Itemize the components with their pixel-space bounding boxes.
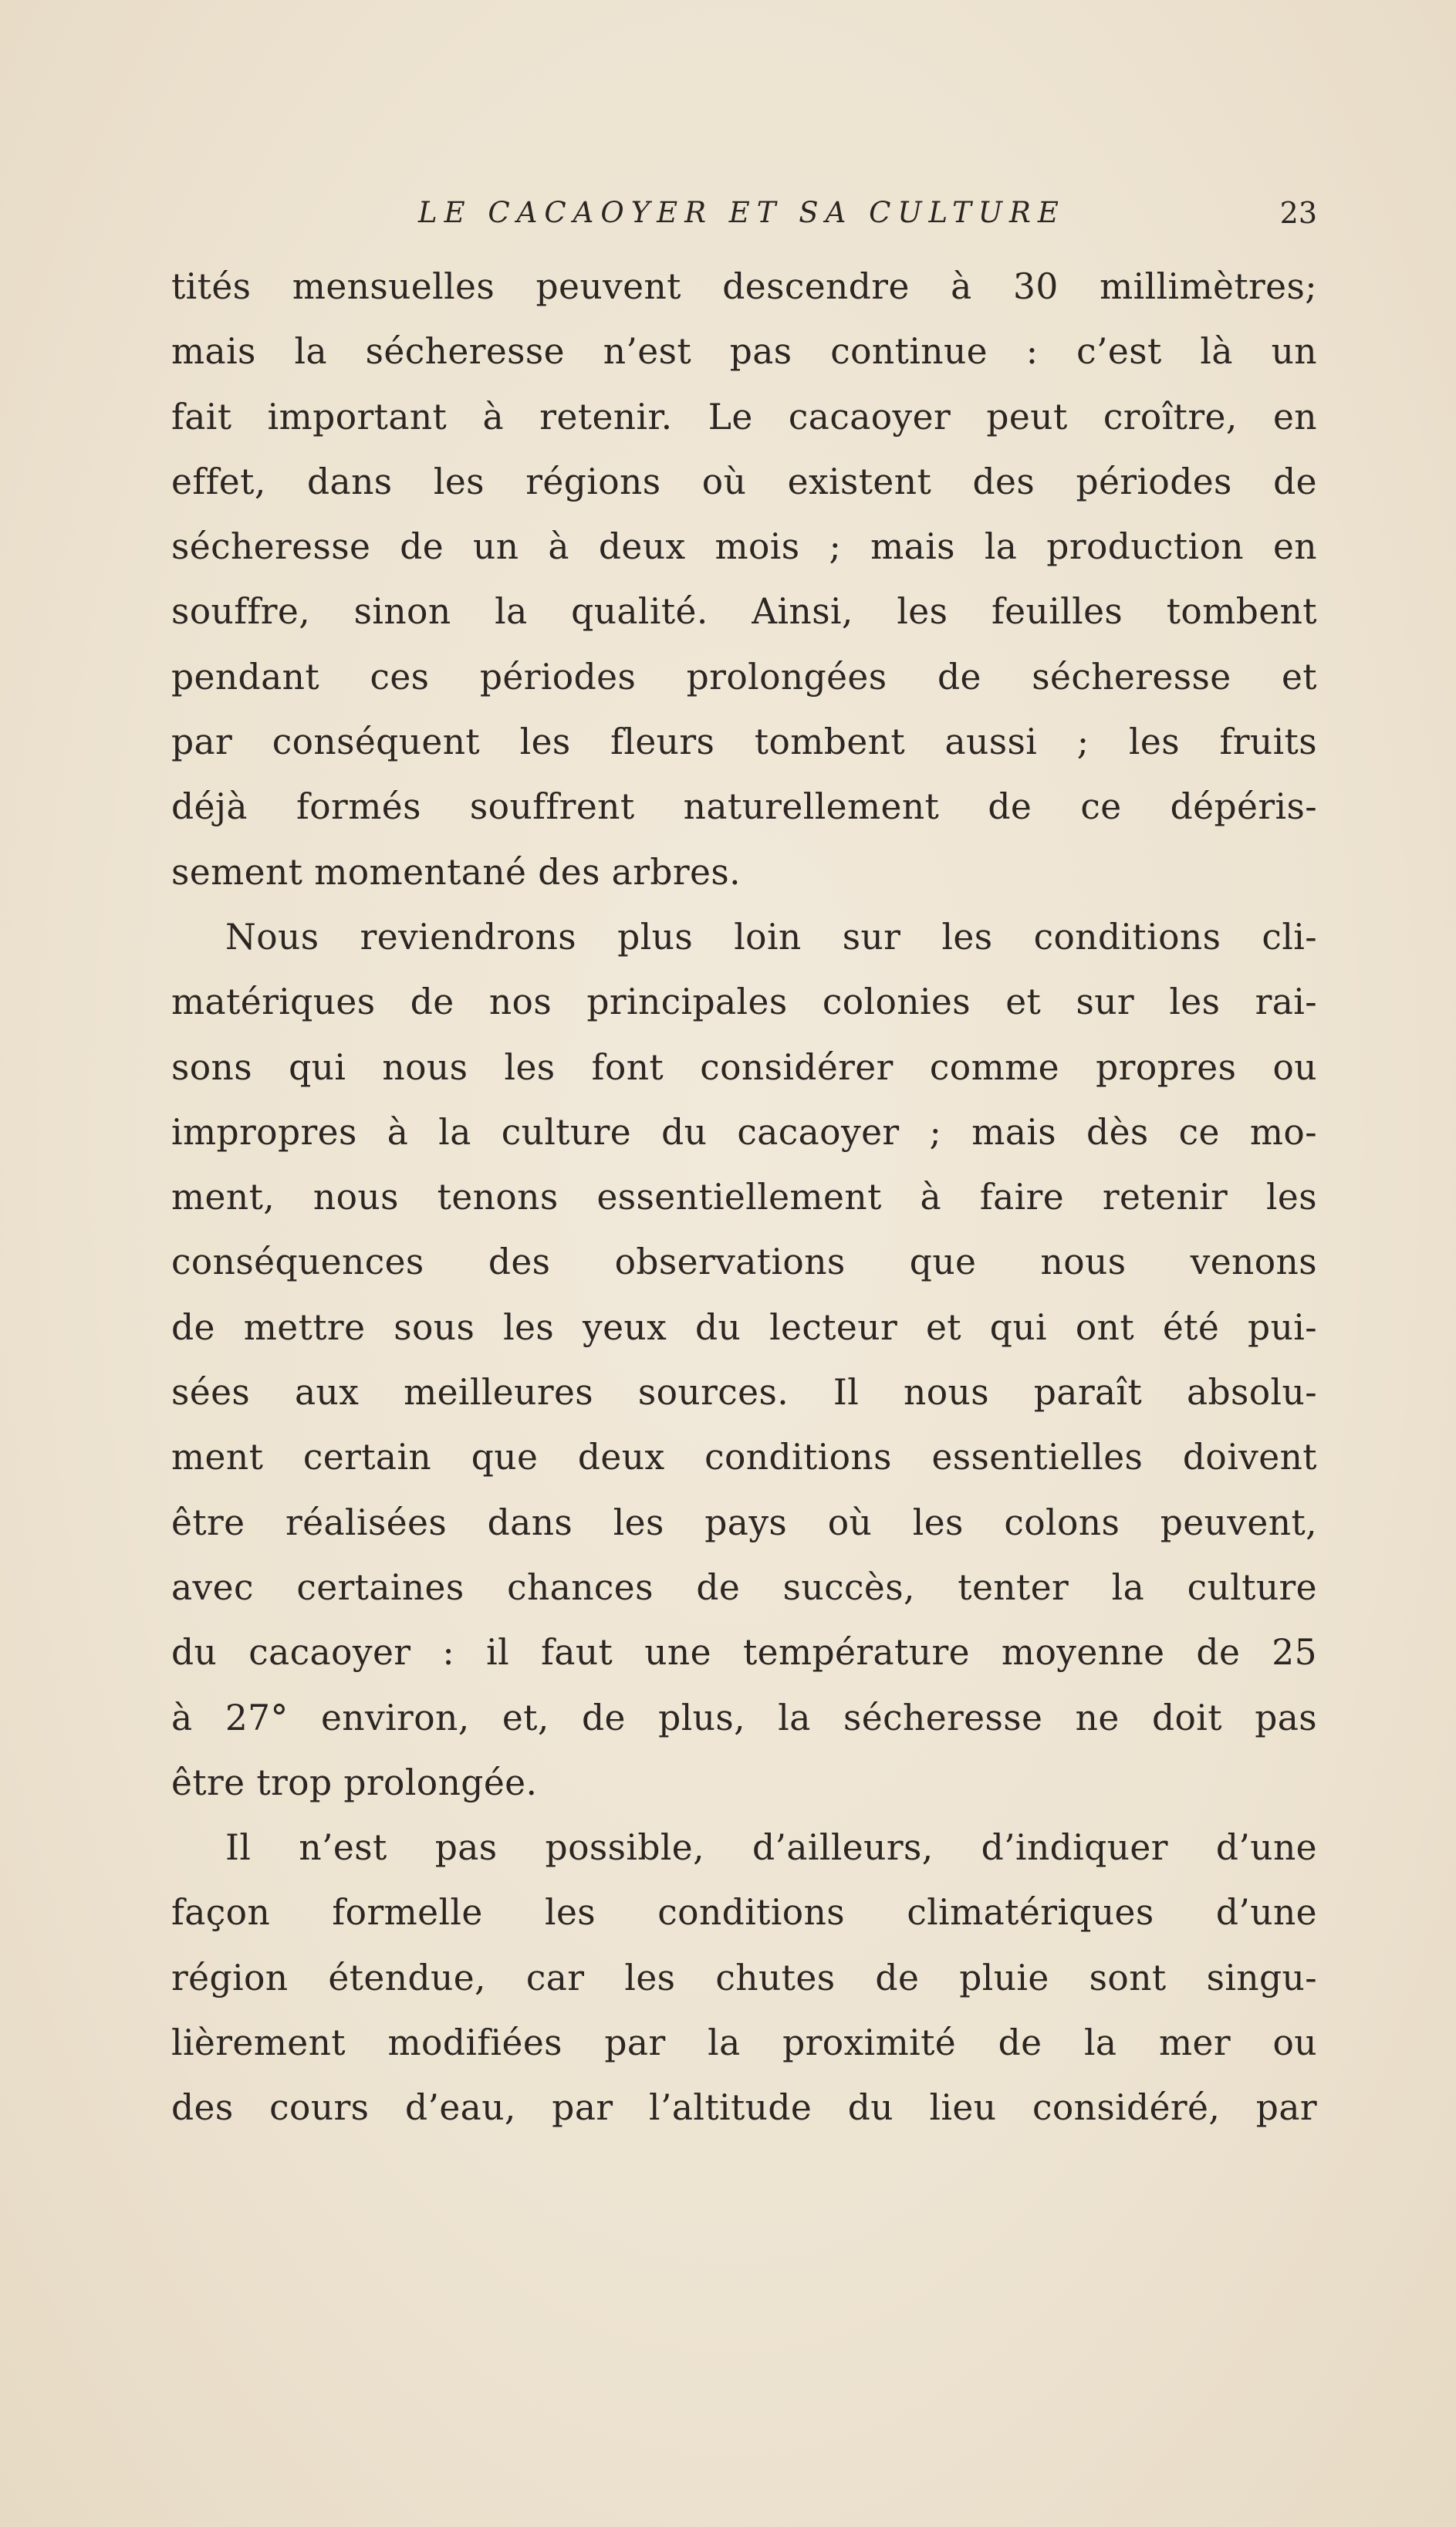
text-line: avec certaines chances de succès, tenter la culture (171, 1566, 1317, 1608)
text-line: sées aux meilleures sources. Il nous paraît absolu- (171, 1372, 1317, 1414)
text-line: souffre, sinon la qualité. Ainsi, les feuilles tombent (171, 591, 1317, 633)
text-line: ment certain que deux conditions essentielles doivent (171, 1437, 1317, 1478)
text-line: ment, nous tenons essentiellement à faire retenir les (171, 1177, 1317, 1218)
text-line: Nous reviendrons plus loin sur les conditions cli- (225, 916, 1317, 958)
running-head (171, 190, 1317, 236)
text-line: Il n’est pas possible, d’ailleurs, d’indiquer d’une (225, 1827, 1317, 1869)
text-line: pendant ces périodes prolongées de sécheresse et (171, 656, 1317, 698)
text-line: tités mensuelles peuvent descendre à 30 millimètres; (171, 266, 1317, 307)
text-line: fait important à retenir. Le cacaoyer peut croître, en (171, 396, 1317, 437)
text-line: des cours d’eau, par l’altitude du lieu considéré, par (171, 2087, 1317, 2129)
text-line: déjà formés souffrent naturellement de ce dépéris- (171, 786, 1317, 828)
text-line: effet, dans les régions où existent des périodes de (171, 461, 1317, 502)
text-line: impropres à la culture du cacaoyer ; mais dès ce mo- (171, 1111, 1317, 1153)
text-line: façon formelle les conditions climatériques d’une (171, 1892, 1317, 1934)
running-title: LE CACAOYER ET SA CULTURE (418, 196, 1066, 229)
text-line: mais la sécheresse n’est pas continue : c’est là un (171, 331, 1317, 373)
text-line: lièrement modifiées par la proximité de la mer ou (171, 2022, 1317, 2064)
text-line: sons qui nous les font considérer comme propres ou (171, 1046, 1317, 1088)
text-line: par conséquent les fleurs tombent aussi ; les fruits (171, 721, 1317, 763)
body-text (171, 255, 1317, 2141)
text-line: à 27° environ, et, de plus, la sécheresse ne doit pas (171, 1697, 1317, 1738)
text-line: sement momentané des arbres. (171, 851, 741, 893)
text-line: matériques de nos principales colonies et sur les rai- (171, 981, 1317, 1023)
text-line: conséquences des observations que nous venons (171, 1242, 1317, 1283)
text-line: être trop prolongée. (171, 1762, 538, 1803)
text-line: sécheresse de un à deux mois ; mais la production en (171, 526, 1317, 568)
text-line: du cacaoyer : il faut une température moyenne de 25 (171, 1632, 1317, 1674)
page-number: 23 (1279, 196, 1317, 230)
text-line: de mettre sous les yeux du lecteur et qui ont été pui- (171, 1306, 1317, 1348)
text-line: être réalisées dans les pays où les colons peuvent, (171, 1502, 1317, 1543)
text-line: région étendue, car les chutes de pluie sont singu- (171, 1957, 1317, 1998)
